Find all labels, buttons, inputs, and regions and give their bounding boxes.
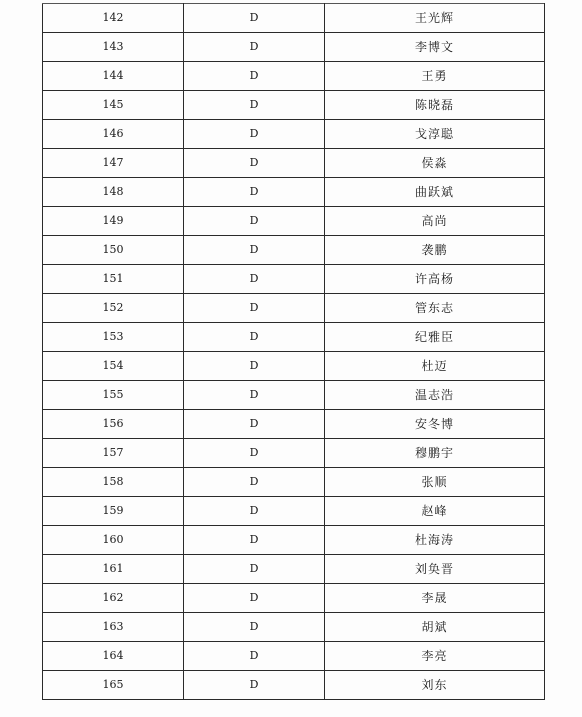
grade-cell: D — [184, 642, 325, 671]
grade-cell: D — [184, 62, 325, 91]
row-number-cell: 153 — [43, 323, 184, 352]
table-row — [43, 584, 545, 613]
table-row — [43, 149, 545, 178]
name-cell: 高尚 — [325, 207, 545, 236]
name-cell: 许高杨 — [325, 265, 545, 294]
row-number-cell: 155 — [43, 381, 184, 410]
table-row — [43, 352, 545, 381]
row-number-cell: 152 — [43, 294, 184, 323]
grade-cell: D — [184, 410, 325, 439]
name-cell: 杜海涛 — [325, 526, 545, 555]
table-row — [43, 236, 545, 265]
name-cell: 李晟 — [325, 584, 545, 613]
row-number-cell: 147 — [43, 149, 184, 178]
row-number-cell: 163 — [43, 613, 184, 642]
grade-cell: D — [184, 33, 325, 62]
row-number-cell: 157 — [43, 439, 184, 468]
row-number-cell: 160 — [43, 526, 184, 555]
grade-cell: D — [184, 323, 325, 352]
grade-cell: D — [184, 584, 325, 613]
row-number-cell: 142 — [43, 4, 184, 33]
table-row — [43, 294, 545, 323]
roster-table — [42, 3, 545, 700]
roster-table-body — [43, 4, 545, 700]
table-row — [43, 526, 545, 555]
table-row — [43, 555, 545, 584]
table-row — [43, 497, 545, 526]
row-number-cell: 159 — [43, 497, 184, 526]
grade-cell: D — [184, 4, 325, 33]
name-cell: 王勇 — [325, 62, 545, 91]
grade-cell: D — [184, 613, 325, 642]
table-row — [43, 381, 545, 410]
row-number-cell: 154 — [43, 352, 184, 381]
table-row — [43, 410, 545, 439]
name-cell: 曲跃斌 — [325, 178, 545, 207]
grade-cell: D — [184, 120, 325, 149]
row-number-cell: 158 — [43, 468, 184, 497]
grade-cell: D — [184, 207, 325, 236]
table-row — [43, 62, 545, 91]
name-cell: 李博文 — [325, 33, 545, 62]
table-row — [43, 178, 545, 207]
name-cell: 刘奂晋 — [325, 555, 545, 584]
grade-cell: D — [184, 381, 325, 410]
name-cell: 张顺 — [325, 468, 545, 497]
name-cell: 侯淼 — [325, 149, 545, 178]
name-cell: 赵峰 — [325, 497, 545, 526]
grade-cell: D — [184, 526, 325, 555]
grade-cell: D — [184, 91, 325, 120]
table-row — [43, 4, 545, 33]
grade-cell: D — [184, 294, 325, 323]
row-number-cell: 151 — [43, 265, 184, 294]
row-number-cell: 150 — [43, 236, 184, 265]
grade-cell: D — [184, 352, 325, 381]
name-cell: 穆鹏宇 — [325, 439, 545, 468]
table-row — [43, 265, 545, 294]
row-number-cell: 162 — [43, 584, 184, 613]
grade-cell: D — [184, 671, 325, 700]
row-number-cell: 145 — [43, 91, 184, 120]
row-number-cell: 165 — [43, 671, 184, 700]
row-number-cell: 143 — [43, 33, 184, 62]
row-number-cell: 156 — [43, 410, 184, 439]
grade-cell: D — [184, 468, 325, 497]
row-number-cell: 149 — [43, 207, 184, 236]
table-row — [43, 613, 545, 642]
table-row — [43, 671, 545, 700]
name-cell: 管东志 — [325, 294, 545, 323]
grade-cell: D — [184, 497, 325, 526]
name-cell: 袭鹏 — [325, 236, 545, 265]
table-row — [43, 468, 545, 497]
name-cell: 胡斌 — [325, 613, 545, 642]
row-number-cell: 161 — [43, 555, 184, 584]
table-row — [43, 439, 545, 468]
grade-cell: D — [184, 149, 325, 178]
grade-cell: D — [184, 236, 325, 265]
name-cell: 王光辉 — [325, 4, 545, 33]
name-cell: 纪雅臣 — [325, 323, 545, 352]
row-number-cell: 146 — [43, 120, 184, 149]
name-cell: 戈淳聪 — [325, 120, 545, 149]
row-number-cell: 164 — [43, 642, 184, 671]
grade-cell: D — [184, 178, 325, 207]
table-row — [43, 33, 545, 62]
table-row — [43, 642, 545, 671]
grade-cell: D — [184, 439, 325, 468]
table-row — [43, 120, 545, 149]
table-row — [43, 323, 545, 352]
table-row — [43, 207, 545, 236]
name-cell: 刘东 — [325, 671, 545, 700]
grade-cell: D — [184, 555, 325, 584]
row-number-cell: 148 — [43, 178, 184, 207]
grade-cell: D — [184, 265, 325, 294]
name-cell: 杜迈 — [325, 352, 545, 381]
table-row — [43, 91, 545, 120]
name-cell: 安冬博 — [325, 410, 545, 439]
row-number-cell: 144 — [43, 62, 184, 91]
name-cell: 陈晓磊 — [325, 91, 545, 120]
name-cell: 李亮 — [325, 642, 545, 671]
name-cell: 温志浩 — [325, 381, 545, 410]
